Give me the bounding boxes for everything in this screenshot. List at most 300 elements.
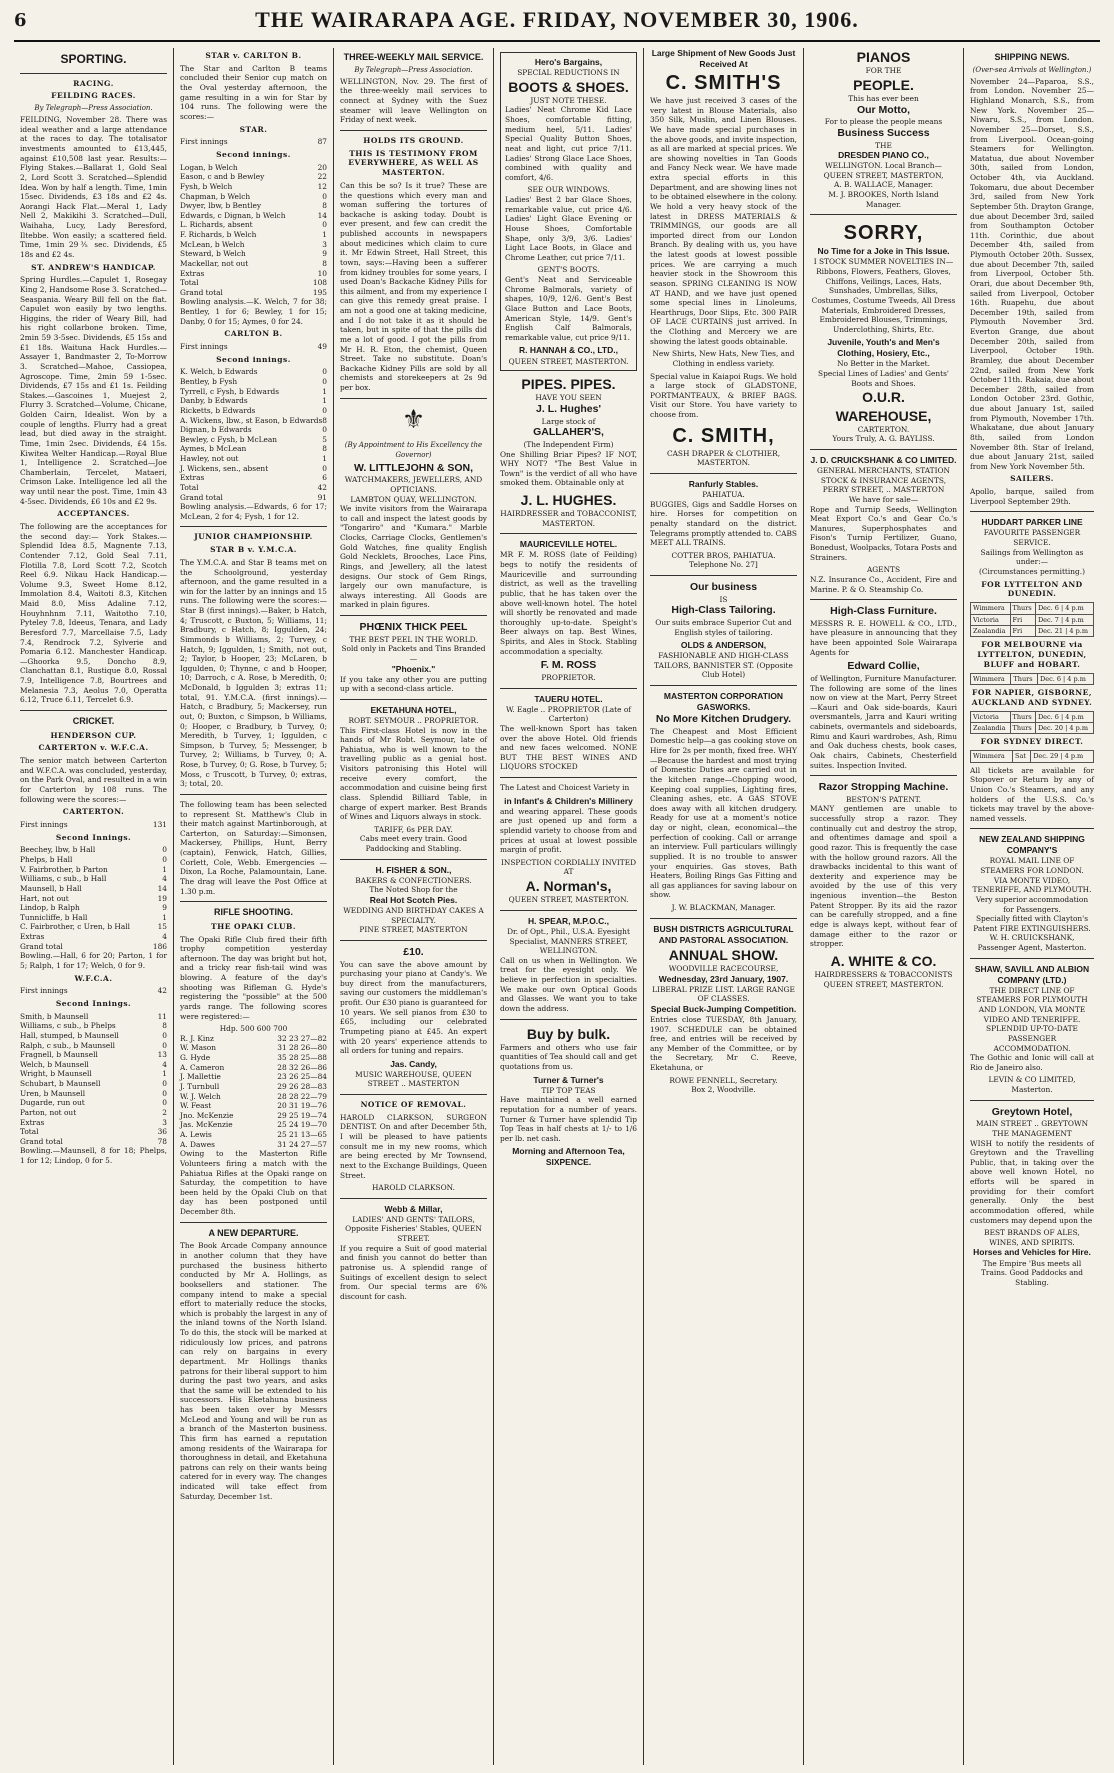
- spear-sub: Dr. of Opt., Phil., U.S.A. Eyesight Specialist, MANNERS STREET, WELLINGTON.: [507, 926, 630, 956]
- score-row: Hawley, not out 1: [180, 454, 327, 463]
- eketahuna-note: Cabs meet every train. Good Paddocking and Stabling.: [359, 834, 468, 854]
- score-row: Schubart, b Maunsell 0: [20, 1079, 167, 1088]
- appointment: (By Appointment to His Excellency the Governor): [344, 441, 483, 459]
- bowling-analysis: Bowling.—Maunsell, 8 for 18; Phelps, 1 for 12; Lindop, 0 for 5.: [20, 1146, 167, 1165]
- henderson-cup-heading: HENDERSON CUP.: [50, 730, 137, 740]
- eketahuna-proprietor: ROBT. SEYMOUR .. PROPRIETOR.: [348, 715, 479, 725]
- pahiatua: PAHIATUA.: [702, 490, 745, 500]
- dresden: DRESDEN PIANO CO.,: [838, 150, 929, 161]
- brookes: M. J. BROOKES, North Island Manager.: [828, 190, 939, 209]
- motto-post: For to please the people means: [824, 117, 943, 127]
- empire: The Empire 'Bus meets all Trains. Good Paddocks and Stabling.: [981, 1258, 1083, 1287]
- pipes-heading: PIPES. PIPES.: [521, 376, 616, 393]
- score-row: L. Richards, absent 0: [180, 220, 327, 230]
- departure-article: The Book Arcade Company announce in another column that they have purchased the business hitherto conducted by Mr A. Hollings, as booksellers and stationer. The company intend to make a special effort to materially reduce the stocks, which is probably the largest in any of the inland towns of the North Island. To do this, the stock will be marked at ridiculously low prices, and patrons can rely on bargains in every department. Mr Hollings thanks patrons for their liberal support to him during the past two years, and asks that the same will be extended to his successors. His Eketahuna business has been taken over by Messrs McLeod and Young and will be run as a branch of the Masterton business. This firm has earned a reputation among residents of the Wairarapa for thoroughness in detail, and Eketahuna patrons can rely on their wants being catered for in every way. The changes indicated will take effect from Saturday, December 1st.: [180, 1241, 327, 1501]
- tip-top-teas: TIP TOP TEAS: [541, 1085, 596, 1095]
- sailings-table: [970, 750, 1094, 762]
- gents-boots: Gent's Neat and Serviceable Chrome Balmorals, variety of shapes, 10/9, 12/6. Gent's Best Glace Button and Lace Boots, American Style, 14/9. Gent's English Calf Balmorals, remarkable value, cut price 9/11.: [505, 275, 632, 342]
- littlejohn-address: LAMBTON QUAY, WELLINGTON.: [350, 494, 477, 504]
- sporting-heading: SPORTING.: [60, 52, 127, 66]
- horses: Horses and Vehicles for Hire.: [973, 1247, 1091, 1258]
- cricket-article: The Star and Carlton B teams concluded their Senior cup match on the Oval yesterday afternoon, the game resulting in a win for Star by 104 runs. The following were the scores:—: [180, 63, 327, 121]
- rifle-heading: RIFLE SHOOTING.: [213, 907, 293, 918]
- score-row: Maunsell, b Hall 14: [20, 883, 167, 893]
- bush-heading: BUSH DISTRICTS AGRICULTURAL AND PASTORAL ASSOCIATION.: [653, 923, 794, 945]
- holds-heading: HOLDS ITS GROUND.: [363, 135, 464, 145]
- sailings: Sailings from Wellington as under:—: [980, 547, 1084, 567]
- smith-advert-2: Special value in Kaiapoi Rugs. We hold a large stock of GLADSTONE, PORTMANTEAUX, & BRIEF BAGS. Visit our Store. You have variety to choose from.: [650, 371, 797, 420]
- infants-intro: The Latest and Choicest Variety in: [500, 783, 630, 793]
- rifle-article: The Opaki Rifle Club fired their fifth trophy competition yesterday afternoon. The day was bright but hot, and a tricky rear fish-tail wind was blowing. A feature of the day's shooting was Rifleman G. Hyde's registering the "possible" at the 500 yards range. The following scores were registered:—: [180, 934, 327, 1021]
- furniture-heading: High-Class Furniture.: [830, 605, 937, 618]
- box: Box 2, Woodville.: [691, 1085, 756, 1095]
- carterton: CARTERTON.: [857, 424, 910, 434]
- score-row: R. J. Kinz 32 23 27—82: [180, 1033, 327, 1043]
- the: THE: [875, 140, 892, 150]
- hannah-advert: [500, 52, 637, 371]
- score-row: Hall, stumped, b Maunsell 0: [20, 1030, 167, 1040]
- second-innings-heading: Second Innings.: [55, 998, 132, 1008]
- score-row: Danby, b Edwards 1: [180, 396, 327, 406]
- market: No Better in the Market.: [837, 359, 930, 369]
- score-row: First innings 131: [20, 820, 167, 829]
- score-row: J. Wickens, sen., absent 0: [180, 463, 327, 473]
- collie-sub: of Wellington, Furniture Manufacturer.: [810, 673, 957, 683]
- masthead: [14, 0, 1100, 42]
- column-news-ads: [334, 48, 494, 1765]
- eketahuna-heading: EKETAHUNA HOTEL,: [370, 704, 457, 715]
- smiths-heading: C. SMITH'S: [665, 72, 782, 95]
- junior-article: The Y.M.C.A. and Star B teams met on the Schoolground, yesterday afternoon, and the game resulted in a win for the latter by an innings and 15 runs. The following were the scores:— Star B (first innings).—Baker, b Hatch, 4; Truscott, c Buxton, 5; Williams, 11; Bradbury, c Hatch, 8; Iggulden, 24; Simmonds b Williams, 2; Turvey, c Hatch, 9; Iggulden, 1; Smith, not out, 2; Taylor, b Hooper, 23; McLaren, b Iggulden, 0; Thynne, c and b Hooper, 10; Darroch, c A. Rose, b Meredith, 0; McDonald, b Iggulden 3; extras 11; total, 91. Y.M.C.A. (first innings).—Hatch, c Bradbury, 5; Mackersey, run out, 0; Buxton, c Simpson, b Williams, 0; Hooper, c Bradbury, b Turvey, 0; Meredith, b Turvey, 1; Iggulden, c Simpson, b Turvey, 5; Messenger, b Turvey, 2; Williams, b Turvey, 0; A. Rose, b Turvey, 0; G. Rose, b Turvey, 5; Moss, c Truscott, b Turvey, 0; extras, 3; total, 20.: [180, 557, 327, 789]
- norman-address: QUEEN STREET, MASTERTON.: [508, 895, 629, 905]
- score-row: Ricketts, b Edwards 0: [180, 405, 327, 415]
- norman-name: A. Norman's,: [525, 878, 612, 895]
- olds-sub: FASHIONABLE AND HIGH-CLASS TAILORS, BANNISTER ST. (Opposite Club Hotel): [654, 651, 793, 680]
- gallaher: GALLAHER'S,: [533, 426, 604, 439]
- olds-name: OLDS & ANDERSON,: [680, 640, 767, 651]
- hannah-name: R. HANNAH & CO., LTD.,: [518, 345, 618, 356]
- perry-street: PERRY STREET, .. MASTERTON: [822, 485, 945, 495]
- cruickshank-agent: W. H. CRUICKSHANK, Passenger Agent, Masterton.: [977, 933, 1087, 953]
- score-row: C. Fairbrother, c Uren, b Hall 15: [20, 922, 167, 932]
- acceptances-heading: ACCEPTANCES.: [57, 509, 130, 519]
- cricket-article: The senior match between Carterton and W.F.C.A. was concluded, yesterday, on the Park Oval, and resulted in a win for Carterton by 108 runs. The following were the scores:—: [20, 756, 167, 804]
- show-date: Wednesday, 23rd January, 1907.: [658, 973, 789, 984]
- juvenile: Juvenile, Youth's and Men's Clothing, Hosiery, Etc.,: [827, 337, 940, 359]
- cruickshank-heading: J. D. CRUICKSHANK & CO LIMITED.: [810, 454, 957, 465]
- wallace: A. B. WALLACE, Manager.: [834, 180, 933, 190]
- column-shipping: [964, 48, 1100, 1765]
- score-total: Grand total 78: [20, 1136, 167, 1146]
- score-row: Uren, b Maunsell 0: [20, 1088, 167, 1098]
- phoenix-note: If you take any other you are putting up with a second-class article.: [340, 674, 487, 694]
- napier: FOR NAPIER, GISBORNE, AUCKLAND AND SYDNEY.: [971, 688, 1093, 707]
- hughes-heading: J. L. Hughes': [536, 402, 601, 415]
- score-row: W. J. Welch 28 28 22—79: [180, 1091, 327, 1101]
- sailing-row: Wimmera Thurs Dec. 6 | 4 p.m: [971, 603, 1094, 614]
- taueru-advert: The well-known Sport has taken over the above Hotel. Old friends and new faces welcomed. NONE BUT THE BEST WINES AND LIQUORS STOCKED: [500, 723, 637, 772]
- inspection: INSPECTION CORDIALLY INVITED AT: [500, 857, 637, 877]
- our: O.U.R.: [862, 389, 905, 406]
- column-adverts-a: [494, 48, 644, 1765]
- score-row: Mackellar, not out 8: [180, 258, 327, 268]
- score-row: Logan, b Welch 20: [180, 162, 327, 172]
- score-row: W. Mason 31 28 26—80: [180, 1043, 327, 1053]
- match-heading: CARTERTON v. W.F.C.A.: [38, 743, 149, 753]
- score-row: Beechey, lbw, b Hall 0: [20, 845, 167, 855]
- acceptances-article: The following are the acceptances for the second day:— York Stakes.—Splendid Idea 8.5, Magnente 7.13, Contender 7.12, Gold Seal 7.11, Flotilla 7.8, Lord Scott 7.2, Scotch Reel 6.9. Nikau Hack Handicap.—Volume 9.3, Sweet Home 8.12, Immolation 8.4, Waitoti 8.3, Kitchen Maid 8.0, Miss Adaline 7.12, Houyhnhnm 7.11, Waitotho 7.10, Pyteley 7.8, Ideeus, Tenara, and Lady Beresford 7.7, Marcellaise 7.5, Lady 7.4, Rendrock 7.2, Sylverie and Pomaria 6.12. Manchester Handicap.—Ghoorka 9.5, Doncho 8.9, Clanchattan 8.1, Rustique 8.0, Rossal 7.9, Intelligence 7.8, Bourtrees and Melanesia 7.3, Aeolus 7.0, Operatta 6.12, Truce 6.11, Tercelet 6.9.: [20, 522, 167, 705]
- sixpence: SIXPENCE.: [545, 1157, 592, 1168]
- favourite: FAVOURITE PASSENGER SERVICE.: [983, 528, 1081, 548]
- webb-advert: If you require a Suit of good material and finish you cannot do better than patronise us. A splendid range of Suitings of excellent design to select from. Our special terms are 6% discount for cash.: [340, 1243, 487, 1301]
- management: THE MANAGEMENT: [992, 1128, 1072, 1138]
- splendid: SPLENDID UP-TO-DATE PASSENGER ACCOMMODATION.: [986, 1024, 1078, 1053]
- score-total: Total 42: [180, 482, 327, 492]
- ranfurly-advert: BUGGIES, Gigs and Saddle Horses on hire. Horses for competition on penalty standard on the district. Telegrams promptly attended to. CABS MEET ALL TRAINS.: [650, 499, 797, 548]
- nzship-heading: NEW ZEALAND SHIPPING COMPANY'S: [979, 834, 1085, 856]
- score-row: Edwards, c Dignan, b Welch 14: [180, 210, 327, 220]
- tickets: All tickets are available for Stopover or Return by any of Union Co.'s Steamers, and any holders of the U.S.S. Co.'s tickets may travel by the above-named vessels.: [970, 765, 1094, 823]
- column-adverts-b: [644, 48, 804, 1765]
- column-cricket-rifle: [174, 48, 334, 1765]
- melbourne: FOR MELBOURNE via LYTTELTON, DUNEDIN, BLUFF and HOBART.: [977, 640, 1087, 669]
- clarkson: HAROLD CLARKSON.: [371, 1183, 456, 1193]
- score-total: Total 36: [20, 1127, 167, 1137]
- superior: Very superior accommodation for Passengers.: [975, 894, 1089, 914]
- racing-heading: RACING.: [73, 78, 114, 88]
- white-name: A. WHITE & CO.: [830, 952, 937, 969]
- buy-bulk-heading: Buy by bulk.: [526, 1025, 611, 1042]
- royal-crest-icon: ⚜: [401, 404, 426, 435]
- have-you-seen: HAVE YOU SEEN: [535, 393, 602, 403]
- second-innings-heading: Second innings.: [216, 149, 291, 159]
- littlejohn-heading: W. LITTLEJOHN & SON,: [353, 461, 473, 474]
- joke: No Time for a Joke in This Issue.: [817, 246, 950, 257]
- score-row: Extras 10: [180, 268, 327, 278]
- ladies-shoes: Ladies' Neat Chrome Kid Lace Shoes, comfortable fitting, medium heel, 5/11. Ladies' Special Quality Button Shoes, neat and light, cut price 7/11. Ladies' Strong Glace Lace Shoes, combined with quality and comfort, 4/6.: [505, 105, 632, 182]
- score-row: Chapman, b Welch 0: [180, 191, 327, 201]
- phoenix-sub: THE BEST PEEL IN THE WORLD.: [349, 634, 478, 644]
- annual-show: ANNUAL SHOW.: [668, 946, 779, 963]
- gallaher-sub: (The Independent Firm): [523, 439, 614, 449]
- score-row: Hart, not out 19: [20, 893, 167, 903]
- gasworks-heading: MASTERTON CORPORATION GASWORKS.: [663, 691, 784, 713]
- score-row: V. Fairbrother, b Parton 1: [20, 864, 167, 874]
- doans-advert: Can this be so? Is it true? These are the questions which every man and woman suffering the tortures of backache is asking today. Doubt is ever present, and few can credit the published accounts in newspapers about medicines which claim to cure it. Mr Edwin Street, Hall Street, this town, says:—Having been a sufferer from kidney troubles for some years, I used Doan's Backache Kidney Pills for this ailment, and from my experience I can give this remedy great praise. I am not a good one at taking medicine, and I do not take it as it should be taken, but in spite of that the pills did me a lot of good. I got the pills from Mr H. R. Eton, the chemist, Queen Street. Take no substitute. Doan's Backache Kidney Pills are sold by all chemists and storekeepers at 2s 9d per box.: [340, 180, 487, 393]
- mauriceville-advert: MR F. M. ROSS (late of Feilding) begs to notify the residents of Mauriceville and surrounding district, as well as the travelling public, that he has taken over the above well-known hotel. The hotel will shortly be renovated and made thoroughly up-to-date. Speight's Beer always on tap. Best Wines, Spirits, and Ales in Stock. Stabling accommodation a specialty.: [500, 550, 637, 656]
- star-scorecard: [180, 163, 327, 279]
- score-row: J. Mallettie 23 26 25—84: [180, 1072, 327, 1082]
- page-number: 6: [14, 9, 27, 31]
- show-advert: Entries close TUESDAY, 8th January, 1907. SCHEDULE can be obtained free, and entries will be received by any Member of the Committee, or by the Secretary, Mr C. Reeve, Eketahuna, or: [650, 1014, 797, 1073]
- testimony-heading: THIS IS TESTIMONY FROM EVERYWHERE, AS WELL AS MASTERTON.: [348, 148, 479, 178]
- motto: Our Motto,: [856, 103, 911, 116]
- special-lines: Special Lines of Ladies' and Gents' Boots and Shoes.: [818, 369, 949, 388]
- gents-heading: GENT'S BOOTS.: [537, 265, 600, 275]
- littlejohn-sub: WATCHMAKERS, JEWELLERS, AND OPTICIANS.: [344, 475, 483, 494]
- tailoring: High-Class Tailoring.: [671, 604, 776, 617]
- feilding-article: FEILDING, November 28. There was ideal weather and a large attendance at the races to day. The totalisator investments amounted to £13,445, against £10,508 last year. Results:— Flying Stakes.—Ballarat 1, Gold Seal 2, Lord Scott 3. Scratched—Splendid Idea. Won by half a length. Time, 1min 15sec. Dividends, £3 18s and £2 4s. Aorangi Hack Flat.—Meral 1, Lady Nell 2, Makikihi 3. Scratched—Dull, Waihaha, Lucy, Lady Beresford, Iltebbe. Won easily; a scattered field. Time, 1min 29⅗ sec. Dividends, £5 18s and £2 4s.: [20, 115, 167, 259]
- score-row: A. Lewis 25 21 13—65: [180, 1130, 327, 1140]
- bowling-analysis: Bowling analysis.—K. Welch, 7 for 38; Bentley, 1 for 6; Bewley, 1 for 15; Danby, 0 for 15; Aymes, 0 for 24.: [180, 297, 327, 326]
- carlton-heading: CARLTON B.: [224, 329, 283, 339]
- telephone: Telephone No. 27]: [689, 560, 758, 570]
- huddart-heading: HUDDART PARKER LINE: [981, 517, 1083, 528]
- phoenix-brand: "Phoenix.": [391, 663, 436, 674]
- candy-name: Jas. Candy,: [390, 1058, 437, 1069]
- sailing-row: Wimmera Sat Dec. 29 | 4 p.m: [971, 751, 1094, 762]
- littlejohn-advert: We invite visitors from the Wairarapa to call and inspect the latest goods by "Tongariro" and "Kumara." Marble Clocks, Carriage Clocks, Gentlemen's Gold Watches, fine quality English Gold Necklets, Brooches, Lace Pins, Rings, and Jewellery, all the latest designs. Our stock of Gem Rings, largely our own manufacture, is always interesting. All Goods are marked in plain figures.: [340, 504, 487, 610]
- for-sale: We have for sale—: [848, 494, 919, 504]
- dresden-sub: WELLINGTON. Local Branch— QUEEN STREET, MASTERTON,: [823, 161, 944, 180]
- collie: Edward Collie,: [847, 660, 920, 673]
- bakers: BAKERS & CONFECTIONERS.: [355, 875, 472, 885]
- team-selection: The following team has been selected to represent St. Matthew's Club in their match against Martinborough, at Carterton, on Saturday:—Simonsen, Mackersey, Phillips, Hunt, Berry (captain), Fenwick, Hatch, Gillies, Corlett, Cole, Webb. Emergencies — Dixon, La Roche, Palamountain, Lane. The drag will leave the Post Office at 1.30 p.m.: [180, 799, 327, 896]
- success: Business Success: [837, 126, 930, 139]
- fisher-heading: H. FISHER & SON.,: [375, 864, 452, 875]
- smith-sub: CASH DRAPER & CLOTHIER, MASTERTON.: [666, 448, 781, 468]
- wedding-cakes: WEDDING AND BIRTHDAY CAKES A SPECIALTY.: [343, 905, 484, 925]
- shaw-heading: SHAW, SAVILL AND ALBION COMPANY (LTD.): [974, 963, 1090, 985]
- cricket-heading: CRICKET.: [72, 715, 115, 726]
- smith-lines: New Shirts, New Hats, New Ties, and Clothing in endless variety.: [652, 349, 795, 368]
- morning-tea: Morning and Afternoon Tea,: [512, 1146, 625, 1157]
- pipes-advert: One Shilling Briar Pipes? IF NOT, WHY NOT? "The Best Value in Town" is the verdict of all who have smoked them. Obtainable only at: [500, 449, 637, 488]
- people: PEOPLE.: [853, 76, 914, 93]
- cruickshank-sub: GENERAL MERCHANTS, STATION STOCK & INSURANCE AGENTS,: [816, 466, 951, 485]
- results-article: Spring Hurdles.—Capulet 1, Rosegay King 2, Handsome Rose 3. Scratched—Seaspania. Weary Bill fell on the flat. Capulet won easily by two lengths. Higgins, the rider of Weary Bill, had his right collarbone broken. Time, 2min 59 3-5sec. Dividends, £5 15s and £1 18s. Waituna Hack Hurdles.—Assayer 1, Bandmaster 2, To-Morrow 3. Scratched—Mahoe, Cassiopea, Agroscope. Time, 2min 59 1-5sec. Dividends, £7 15s and £1 1s. Feilding Stakes.—Gascoines 1, Muejest 2, Flurry 3. Scratched—Volume, Chicane, Golden Cairn, Idealist. Won by a couple of lengths. Flurry had a great lead, but died away in the straight. Time, 1min 2sec. Dividends, £4 15s. Kiwitea Welter Handicap.—Royal Blue 1, Intelligence 2. Scratched—Joe Chamberlain, Tercelet, Mataeri, Crimson Lake. Intelligence led all the way until near the post. Time, 1min 43 4-5sec. Dividends, £6 10s and £2 9s.: [20, 275, 167, 506]
- mail-heading: THREE-WEEKLY MAIL SERVICE.: [343, 52, 484, 62]
- sailings-table: [970, 602, 1094, 637]
- score-row: Eason, c and b Bewley 22: [180, 172, 327, 182]
- score-row: J. Turnbull 29 26 28—83: [180, 1081, 327, 1091]
- score-row: F. Richards, b Welch 1: [180, 230, 327, 239]
- sailing-row: Zealandia Fri Dec. 21 | 4 p.m: [971, 625, 1094, 636]
- newspaper-title: THE WAIRARAPA AGE. FRIDAY, NOVEMBER 30, 1906.: [255, 7, 859, 32]
- greytown-advert: WISH to notify the residents of Greytown and the Travelling Public, that, in taking over the above well known Hotel, no efforts will be spared in providing for their comfort generally. Only the best accommodation offered, while customers may depend upon the: [970, 1138, 1094, 1225]
- shipment-heading: Large Shipment of New Goods Just Received At: [651, 48, 796, 70]
- score-row: Dwyer, lbw, b Bentley 8: [180, 201, 327, 211]
- ross-sub: PROPRIETOR.: [541, 673, 596, 682]
- agents-items: N.Z. Insurance Co., Accident, Fire and Marine. P. & O. Steamship Co.: [810, 574, 957, 594]
- via: VIA MONTE VIDEO, TENERIFFE, AND PLYMOUTH.: [972, 875, 1092, 895]
- score-row: First innings 87: [180, 137, 327, 147]
- sailing-row: Victoria Thurs Dec. 6 | 4 p.m: [971, 711, 1094, 722]
- turner-name: Turner & Turner's: [533, 1074, 604, 1085]
- ross-name: F. M. ROSS: [540, 659, 597, 672]
- score-row: A. Dawes 31 24 27—57: [180, 1139, 327, 1149]
- stock: I STOCK SUMMER NOVELTIES IN—: [813, 257, 954, 267]
- royal-mail: ROYAL MAIL LINE OF STEAMERS FOR LONDON.: [980, 856, 1084, 876]
- score-row: Dignan, b Edwards 0: [180, 425, 327, 435]
- score-row: First innings 49: [180, 342, 327, 351]
- razor-heading: Razor Stropping Machine.: [818, 781, 949, 794]
- drudgery: No More Kitchen Drudgery.: [655, 713, 792, 726]
- column-sporting: [14, 48, 174, 1765]
- levin: LEVIN & CO LIMITED, Masterton.: [988, 1075, 1076, 1095]
- score-row: W. Feast 20 31 19—76: [180, 1101, 327, 1111]
- white-sub: HAIRDRESSERS & TOBACCONISTS QUEEN STREET, MASTERTON.: [814, 970, 953, 989]
- eagle: W. Eagle .. PROPRIETOR (Late of Carterton): [505, 704, 632, 724]
- score-total: Grand total 91: [180, 492, 327, 502]
- score-row: Jas. McKenzie 25 24 19—70: [180, 1120, 327, 1130]
- score-row: Ralph, c sub., b Maunsell 0: [20, 1040, 167, 1050]
- overseas: (Over-sea Arrivals at Wellington.): [972, 65, 1092, 74]
- sale-items: Rope and Turnip Seeds, Wellington Meat Export Co.'s and Gear Co.'s Manures, Superphosphates and Fison's Turnip Fertilizer, Guano, Bonedust, Woolpacks, Totara Posts and Strainers.: [810, 504, 957, 562]
- direct-line: THE DIRECT LINE OF STEAMERS FOR PLYMOUTH AND LONDON, VIA MONTE VIDEO AND TENERIFFE.: [976, 985, 1088, 1024]
- shipping-news: November 24—Paparoa, S.S., from London. November 25—Highland Monarch, S.S., from New York. November 25—Niwaru, S.S., from London. November 25—Dorset, S.S., from Liverpool. Ocean-going Steamers for Wellington. Matatua, due about November 30th, sailed from London, October 4th, via Auckland. Tokomaru, due about December 3rd, sailed from New York September 5th. Drayton Grange, due about December 3rd, sailed from Southampton October 11th. Corinthic, due about December 4th, sailed from Plymouth October 20th. Sussex, due about December 7th, sailed from Liverpool, October 5th. Orari, due about December 9th, sailed from Liverpool, October 16th. Ruapehu, due about December 19th, sailed from Plymouth November 3rd. Everton Grange, due about December 20th, sailed from Liverpool, October 19th. Bramley, due about December 22nd, sailed from New York October 11th. Rakaia, due about December 28th, sailed from London October 23rd. Gothic, due about January 1st, sailed from Plymouth, November 17th. Whakatane, due about January 8th, sailed from London November 8th. Star of Ireland, due about January 21st, sailed from New York November 5th.: [970, 76, 1094, 471]
- gothic: The Gothic and Ionic will call at Rio de Janeiro also.: [970, 1053, 1094, 1072]
- sailers: SAILERS.: [1010, 474, 1054, 484]
- hughes-sub: HAIRDRESSER and TOBACCONIST, MASTERTON.: [500, 509, 637, 528]
- webb-sub: LADIES' AND GENTS' TAILORS, Opposite Fisheries' Stables, QUEEN STREET.: [345, 1214, 482, 1244]
- score-row: Dugarde, run out 0: [20, 1098, 167, 1108]
- match-heading: STAR B v. Y.M.C.A.: [210, 545, 297, 555]
- byline: By Telegraph—Press Association.: [354, 65, 473, 74]
- fitted: Specially fitted with Clayton's Patent FIRE EXTINGUISHERS.: [973, 914, 1091, 933]
- hero-heading: Hero's Bargains,: [534, 57, 603, 67]
- furniture-lines: The following are some of the lines now on view at the Mart, Perry Street—Kauri and Oak side-boards, Kauri oversmantels, Jarra and Kauri writing cabinets, overmantels and sideboards, Rimu and Kauri wardrobes, Ash, Rimu and Oak duchess chests, book cases, Oak chairs, Cabinets, Chesterfield suites. Inspection Invited.: [810, 683, 957, 770]
- score-row: K. Welch, b Edwards 0: [180, 367, 327, 377]
- departure-heading: A NEW DEPARTURE.: [208, 1227, 299, 1238]
- tariff: TARIFF, 6s PER DAY.: [374, 824, 453, 834]
- sailing-row: Wimmera Thurs Dec. 6 | 4 p.m: [971, 673, 1094, 684]
- score-row: Bewley, c Fysh, b McLean 5: [180, 434, 327, 444]
- greytown-heading: Greytown Hotel,: [991, 1105, 1073, 1118]
- score-row: McLean, b Welch 3: [180, 239, 327, 249]
- warehouse: WAREHOUSE,: [835, 407, 932, 424]
- phoenix-sold: Sold only in Packets and Tins Branded—: [341, 644, 486, 663]
- motto-pre: This has ever been: [848, 94, 919, 103]
- wfca-heading: W.F.C.A.: [74, 973, 113, 983]
- score-row: Extras 3: [20, 1117, 167, 1127]
- score-row: Tunnicliffe, b Hall 1: [20, 912, 167, 922]
- carterton-scorecard: [20, 845, 167, 941]
- circumstances: (Circumstances permitting.): [979, 566, 1085, 576]
- large-stock: Large stock of: [541, 416, 596, 426]
- spear-advert: Call on us when in Wellington. We treat for the eyesight only. We believe in perfection in specialties. We make our own Optical Goods and Glasses. We want you to take down the address.: [500, 955, 637, 1013]
- agents: AGENTS: [866, 565, 901, 575]
- buck-jumping: Special Buck-Jumping Competition.: [650, 1003, 797, 1014]
- byline: By Telegraph—Press Association.: [34, 104, 153, 113]
- infants-heading: in Infant's & Children's Millinery: [504, 795, 633, 806]
- wfca-scorecard: [20, 1012, 167, 1128]
- phoenix-heading: PHŒNIX THICK PEEL: [359, 621, 468, 634]
- farmers-note: Farmers and others who use fair quantities of Tea should call and get quotations from us.: [500, 1042, 637, 1072]
- ten-pounds-heading: £10.: [403, 945, 424, 958]
- sailings-table: [970, 711, 1094, 735]
- boots-heading: BOOTS & SHOES.: [508, 78, 629, 95]
- eketahuna-advert: This First-class Hotel is now in the hands of Mr Robt. Seymour, late of Pahiatua, who is well known to the travelling public as a genial host. Visitors patronising this Hotel will receive every comfort, the accommodation and cuisine being first class. Splendid Billiard Table, in charge of expert marker. Best Brands of Wines and Liquors always in stock.: [340, 725, 487, 822]
- removal-heading: NOTICE OF REMOVAL.: [360, 1100, 467, 1110]
- main-street: MAIN STREET .. GREYTOWN: [975, 1119, 1089, 1129]
- ladies-boots: Ladies' Best 2 bar Glace Shoes, remarkable value, cut price 4/6. Ladies' Light Glace Evening or House Shoes, Comfortable Shape, only 3/9, 3/6. Ladies' Light Lace Boots, in Glace and Chrome Leather, cut price 7/11.: [505, 195, 632, 262]
- sailings-table: [970, 673, 1094, 685]
- fennell: ROWE FENNELL, Secretary.: [669, 1075, 778, 1085]
- windows: SEE OUR WINDOWS.: [527, 185, 610, 195]
- score-row: Extras 6: [180, 473, 327, 483]
- taueru-heading: TAUERU HOTEL.: [534, 693, 603, 704]
- bowling-analysis: Bowling.—Hall, 6 for 20; Parton, 1 for 5; Ralph, 1 for 17; Welch, 0 for 9.: [20, 951, 167, 970]
- rifle-scores: [180, 1034, 327, 1150]
- suits: Our suits embrace Superior Cut and English styles of tailoring.: [655, 617, 792, 637]
- score-row: Aymes, b McLean 8: [180, 444, 327, 454]
- turner-advert: Have maintained a well earned reputation for a number of years. Turner & Turner have splendid Tip Top Teas in half chests at 1/- to 1/6 per lb. net cash.: [500, 1095, 637, 1143]
- bayliss: Yours Truly, A. G. BAYLISS.: [832, 434, 935, 444]
- cotter: COTTER BROS, PAHIATUA.: [671, 550, 776, 560]
- note: JUST NOTE THESE.: [530, 95, 607, 105]
- second-innings-heading: Second innings.: [216, 354, 291, 364]
- score-row: A. Cameron 28 32 26—86: [180, 1062, 327, 1072]
- mail-article: WELLINGTON, Nov. 29. The first of the three-weekly mail services to connect at Sydney with the Suez steamer will leave Wellington on Friday of next week.: [340, 76, 487, 125]
- is: IS: [719, 594, 728, 604]
- score-row: Lindop, b Ralph 9: [20, 903, 167, 913]
- sailing-row: Victoria Fri Dec. 7 | 4 p.m: [971, 614, 1094, 625]
- score-total: Grand total 195: [180, 287, 327, 297]
- second-innings-heading: Second Innings.: [55, 832, 132, 842]
- blackman: J. W. BLACKMAN, Manager.: [671, 903, 776, 913]
- best-brands: BEST BRANDS OF ALES, WINES, AND SPIRITS.: [984, 1228, 1080, 1247]
- range-header: Hdp. 500 600 700: [219, 1024, 288, 1034]
- bowling-analysis: Bowling analysis.—Edwards, 6 for 17; McLean, 2 for 4; Fysh, 1 for 12.: [180, 502, 327, 521]
- hughes-name: J. L. HUGHES.: [520, 492, 617, 508]
- score-row: Tyrrell, c Fysh, b Edwards 1: [180, 386, 327, 396]
- mauriceville-heading: MAURICEVILLE HOTEL.: [519, 539, 618, 550]
- woodville: WOODVILLE RACECOURSE,: [668, 963, 779, 973]
- score-total: Total 108: [180, 278, 327, 288]
- sorry-heading: SORRY,: [843, 222, 924, 245]
- score-row: Williams, c sub., b Hall 4: [20, 874, 167, 884]
- score-row: Fragnell, b Maunsell 13: [20, 1050, 167, 1060]
- score-row: Welch, b Maunsell 4: [20, 1059, 167, 1069]
- pine-street: PINE STREET, MASTERTON: [359, 925, 468, 935]
- match-heading: STAR v. CARLTON B.: [205, 51, 302, 60]
- star-heading: STAR.: [239, 124, 268, 134]
- score-row: Jno. McKenzie 29 25 19—74: [180, 1110, 327, 1120]
- score-row: Extras 4: [20, 932, 167, 941]
- howell-advert: MESSRS R. E. HOWELL & CO., LTD., have pleasure in announcing that they have been appointed Sole Wairarapa Agents for: [810, 618, 957, 657]
- business-heading: Our business: [689, 581, 758, 594]
- ranfurly-heading: Ranfurly Stables.: [688, 478, 759, 489]
- liberal: LIBERAL PRIZE LIST. LARGE RANGE OF CLASSES.: [652, 984, 795, 1004]
- junior-heading: JUNIOR CHAMPIONSHIP.: [194, 532, 313, 542]
- sailing-row: Zealandia Thurs Dec. 20 | 4 p.m: [971, 723, 1094, 734]
- novelties-list: Ribbons, Flowers, Feathers, Gloves, Chiffons, Veilings, Laces, Hats, Sunshades, Umbrellas, Silks, Costumes, Costume Tweeds, All Dress Materials, Embroidered Dresses, Embroidered Blouses, Trimmings, Underclothing, Shirts, Etc.: [811, 267, 956, 334]
- st-andrews-heading: ST. ANDREW'S HANDICAP.: [31, 262, 156, 272]
- score-total: Grand total 186: [20, 941, 167, 951]
- score-row: Parton, not out 2: [20, 1107, 167, 1117]
- gasworks-advert: The Cheapest and Most Efficient Domestic help—a gas cooking stove on Hire for 2s per month, fixed free. WHY—Because the hardest and most trying of Domestic Duties are carried out in the kitchen range—Chopping wood, Keeping coal supplies, Lighting fires, Cleaning ashes, etc. A GAS STOVE does away with all kitchen drudgery. Ready for use at a moment's notice day or night, clean, economical—the perfection of cooking. Call or arrange an interview. Full particulars willingly supplied. It is no trouble to answer your enquiries. Gas stoves, Bath Heaters, Boiling Rings Gas Fitting and all gas appliances for saving labour on show.: [650, 726, 797, 900]
- sydney: FOR SYDNEY DIRECT.: [980, 737, 1084, 747]
- feilding-heading: FEILDING RACES.: [51, 91, 136, 101]
- score-row: Steward, b Welch 9: [180, 249, 327, 259]
- shipping-heading: SHIPPING NEWS.: [994, 52, 1070, 62]
- score-row: Phelps, b Hall 0: [20, 855, 167, 864]
- rifle-note: Owing to the Masterton Rifle Volunteers firing a match with the Pahiatua Rifles at the Opaki range on Saturday, the competition to have been held by the Opaki Club on that day has been postponed until December 8th.: [180, 1149, 327, 1217]
- apollo: Apollo, barque, sailed from Liverpool September 29th.: [970, 487, 1094, 506]
- lyttelton: FOR LYTTELTON AND DUNEDIN.: [981, 579, 1083, 599]
- score-row: First innings 42: [20, 986, 167, 996]
- score-row: Smith, b Maunsell 11: [20, 1011, 167, 1021]
- smith-advert: We have just received 3 cases of the very latest in Blouse Materials, also 350 Silk, Muslin, and Linen Blouses. We have made special purchases in the above goods, and invite inspection, as all are marked at special prices. We are showing novelties in Tan Goods and Fancy Neck wear. We have made extra special efforts in this Department, and are showing lines not to be obtained elsewhere in the colony. We hold a very heavy stock of the latest in DRESS MATERIALS & TRIMMINGS, our goods are all imported direct from our London Branch. By dealing with us, you have the latest goods at lowest possible prices. We are carrying a much heavier stock in the Showroom this season. SPRING CLEANING IS NOW AT HAND, and we have just opened some special lines in Linoleums, Hearthrugs, Door Slips, Etc. 300 PAIR OF LACE CURTAINS just arrived. In the Clothing and Mercery we are showing the latest goods obtainable.: [650, 96, 797, 346]
- for-the: FOR THE: [865, 66, 902, 76]
- special-reductions: SPECIAL REDUCTIONS IN: [517, 68, 620, 78]
- norman-advert: and wearing apparel. These goods are just opened up and form a splendid variety to choose from and prices at usual at lowest possible margin of profit.: [500, 806, 637, 855]
- score-row: Bentley, b Fysh 0: [180, 377, 327, 386]
- score-row: G. Hyde 35 28 25—88: [180, 1053, 327, 1063]
- opaki-heading: THE OPAKI CLUB.: [211, 921, 296, 931]
- carterton-heading: CARTERTON.: [62, 807, 125, 817]
